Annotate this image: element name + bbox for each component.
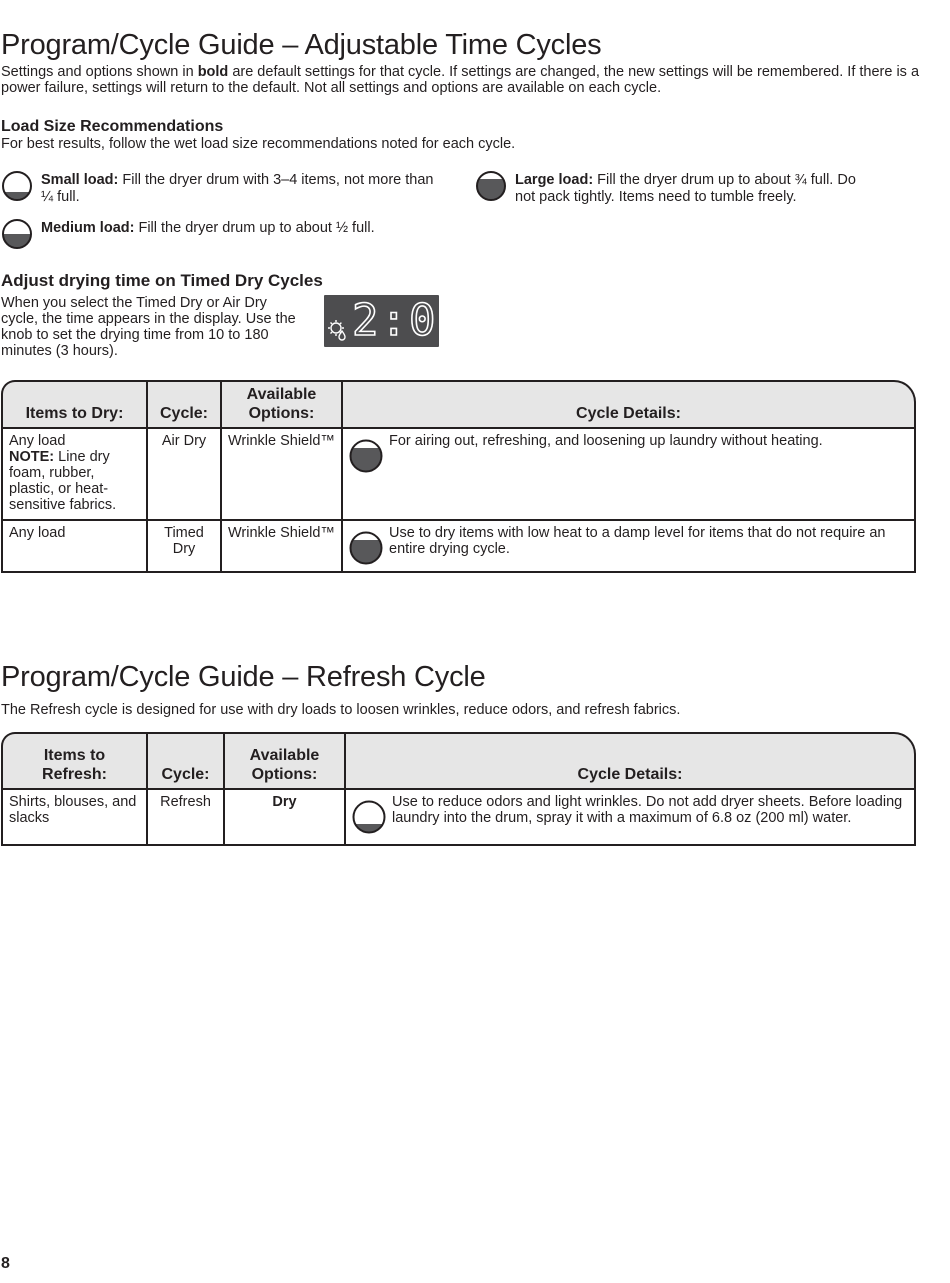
options-cell: Wrinkle Shield™: [220, 519, 341, 573]
header-cycle: Cycle:: [146, 380, 220, 427]
page-number: 8: [1, 1255, 10, 1272]
large-load-drum-icon: [349, 439, 383, 473]
header-available-options: Available Options:: [223, 732, 344, 788]
medium-load-label: Medium load:: [41, 220, 135, 236]
note-text: Line dry foam, rubber, plastic, or heat-sensitive fabrics.: [9, 449, 117, 513]
small-load-drum-icon: [2, 171, 32, 206]
options-cell: Dry: [223, 788, 344, 846]
items-cell: [1, 427, 146, 519]
intro-paragraph: [1, 64, 921, 96]
adjust-time-text: When you select the Timed Dry or Air Dry cycle, the time appears in the display. Use the knob to set the drying time from 10 to 180 minutes (3 hours).: [1, 295, 296, 359]
details-text: For airing out, refreshing, and loosening up laundry without heating.: [389, 433, 823, 449]
table-row: [1, 788, 916, 846]
refresh-section-title: Program/Cycle Guide – Refresh Cycle: [1, 661, 486, 693]
cycle-cell: Refresh: [146, 788, 223, 846]
details-cell: [344, 788, 916, 846]
refresh-intro: The Refresh cycle is designed for use with dry loads to loosen wrinkles, reduce odors, and refresh fabrics.: [1, 702, 681, 718]
medium-load-drum-icon: [2, 219, 32, 254]
header-cycle-details: Cycle Details:: [344, 732, 916, 788]
cycle-cell: Timed Dry: [146, 519, 220, 573]
details-text: Use to reduce odors and light wrinkles. Do not add dryer sheets. Before loading laundry into the drum, spray it with a maximum of 6.8 oz (200 ml) water.: [392, 794, 903, 826]
adjust-time-heading: Adjust drying time on Timed Dry Cycles: [1, 271, 323, 290]
small-load-description: [41, 172, 436, 205]
header-items-to-refresh: Items to Refresh:: [1, 732, 146, 788]
time-display-value: 2:00: [352, 295, 466, 346]
header-cycle-details: Cycle Details:: [341, 380, 916, 427]
cycle-cell: Air Dry: [146, 427, 220, 519]
time-display: [324, 295, 466, 347]
page-title: Program/Cycle Guide – Adjustable Time Cycles: [1, 29, 602, 61]
adjustable-cycles-table: [1, 380, 916, 573]
load-size-subtext: For best results, follow the wet load size recommendations noted for each cycle.: [1, 136, 516, 152]
table-row: [1, 427, 916, 519]
small-load-label: Small load:: [41, 172, 119, 188]
items-note: [9, 449, 140, 513]
small-load-drum-icon: [352, 800, 386, 834]
large-load-drum-icon: [349, 531, 383, 565]
details-cell: [341, 427, 916, 519]
intro-text-end: are default settings for that cycle. If settings are changed, the new settings will be remembered. If there is a power failure, settings will return to the default. Not all settings and options are available on each cycle.: [1, 64, 920, 96]
items-cell: Shirts, blouses, and slacks: [1, 788, 146, 846]
intro-text-start: Settings and options shown in: [1, 64, 198, 80]
items-value: Any load: [9, 433, 66, 449]
intro-bold-word: bold: [197, 64, 229, 80]
large-load-text: Fill the dryer drum up to about ¾ full. Do not pack tightly. Items need to tumble freely.: [515, 172, 856, 205]
details-cell: [341, 519, 916, 573]
small-load-text: Fill the dryer drum with 3–4 items, not more than ¼ full.: [41, 172, 434, 205]
header-available-options: Available Options:: [220, 380, 341, 427]
load-size-heading: Load Size Recommendations: [1, 118, 224, 135]
options-cell: Wrinkle Shield™: [220, 427, 341, 519]
medium-load-description: [41, 220, 375, 237]
details-text: Use to dry items with low heat to a damp level for items that do not require an entire drying cycle.: [389, 525, 886, 557]
refresh-cycle-table: [1, 732, 916, 846]
medium-load-text: Fill the dryer drum up to about ½ full.: [134, 220, 375, 236]
header-cycle: Cycle:: [146, 732, 223, 788]
note-label: NOTE:: [9, 449, 55, 465]
header-items-to-dry: Items to Dry:: [1, 380, 146, 427]
large-load-drum-icon: [476, 171, 506, 206]
table-row: [1, 519, 916, 573]
large-load-label: Large load:: [515, 172, 594, 188]
items-cell: Any load: [1, 519, 146, 573]
large-load-description: [515, 172, 865, 205]
